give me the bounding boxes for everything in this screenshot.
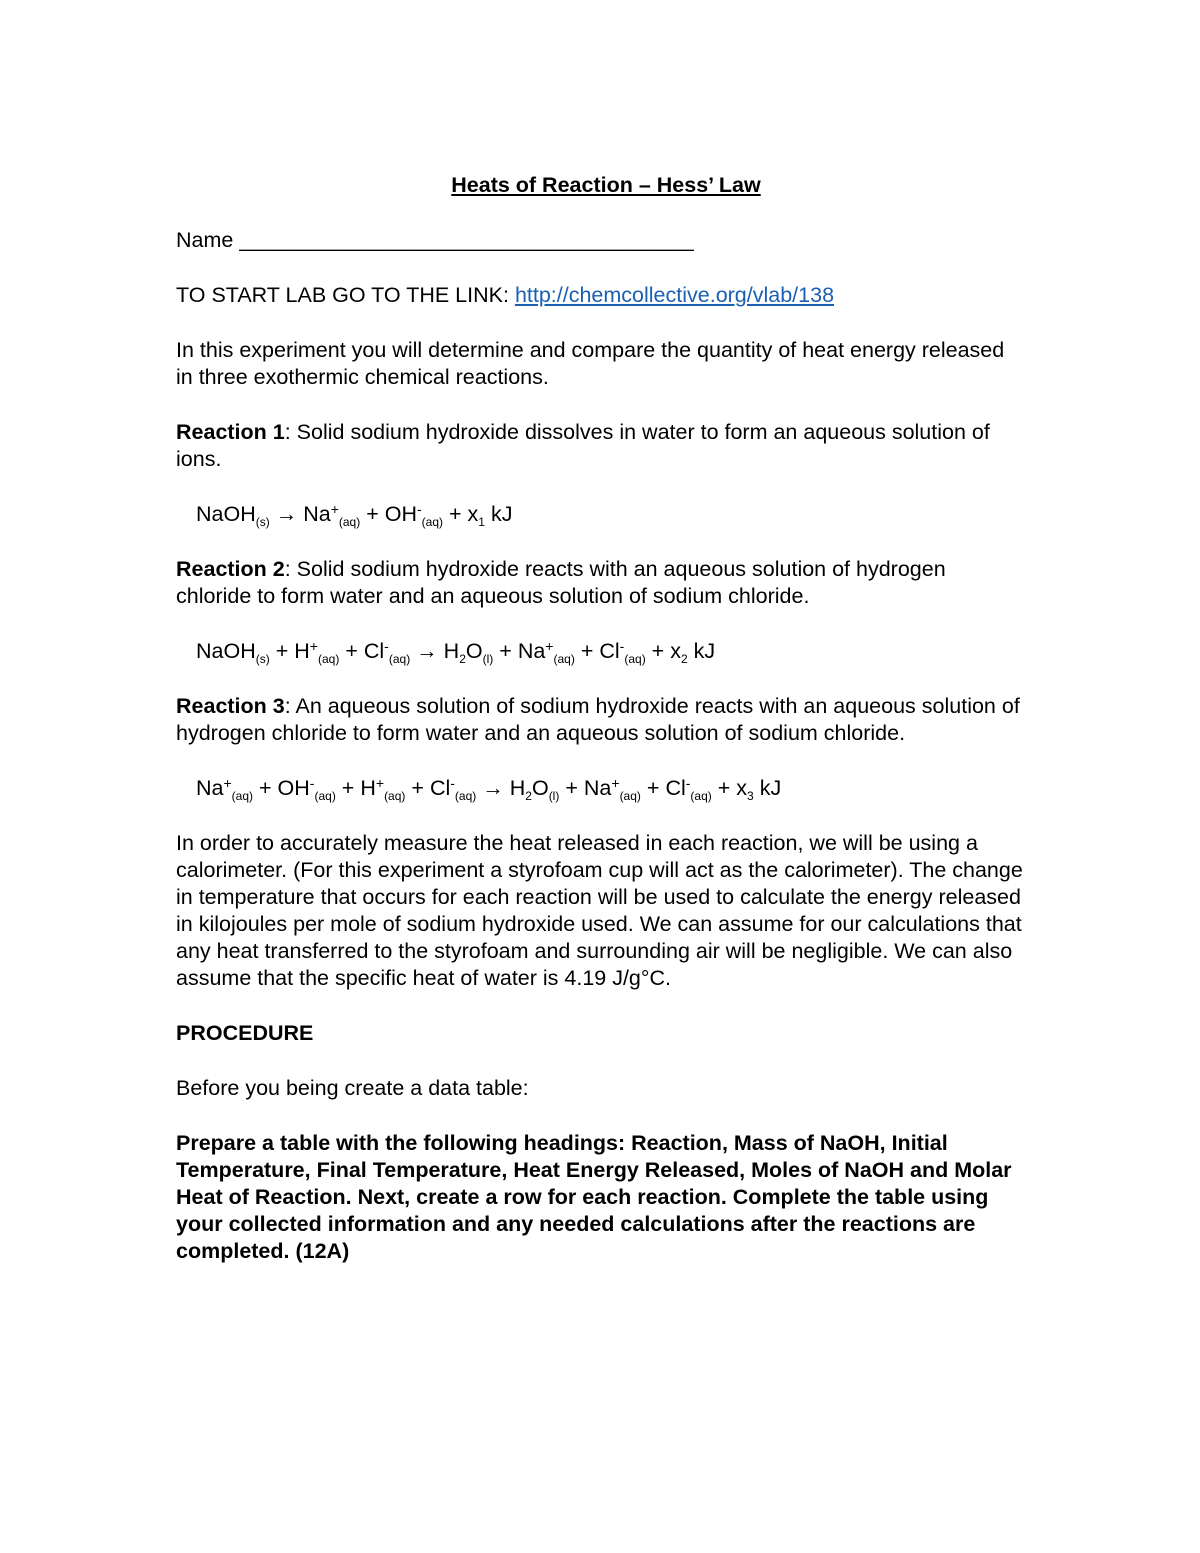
reaction-1-label: Reaction 1 [176,420,285,444]
reaction-2-description [176,556,1026,610]
document-page [176,172,1026,1293]
name-field-line [176,227,1026,254]
reaction-1-description [176,419,1026,473]
name-blank[interactable]: ______________________________________ [239,228,694,252]
reaction-1-equation: NaOH$_{(s)}$ → $Na^+_{(aq)} + OH^-_{(aq)} + x_1$ kJ [196,501,513,529]
reaction-2-label: Reaction 2 [176,557,285,581]
reaction-3-label: Reaction 3 [176,694,285,718]
reaction-3-description [176,693,1026,747]
before-table-text: Before you being create a data table: [176,1076,529,1100]
reaction-1-text: : Solid sodium hydroxide dissolves in water to form an aqueous solution of ions. [176,420,990,471]
table-instructions: Prepare a table with the following headings: Reaction, Mass of NaOH, Initial Temperature, Final Temperature, Heat Energy Released, Moles of NaOH and Molar Heat of Reaction. Next, create a row for each reaction. Complete the table using your collected information and any needed calculations after the reactions are completed. (12A) [176,1131,1012,1263]
reaction-3-text: : An aqueous solution of sodium hydroxide reacts with an aqueous solution of hydrogen chloride to form water and an aqueous solution of sodium chloride. [176,694,1020,745]
name-label: Name [176,228,234,252]
reaction-2-equation: NaOH$_{(s)}$ + $H^+_{(aq)} + Cl^-_{(aq)} \to H_2O_{(l)} + Na^+_{(aq)} + Cl^-_{(aq)} + x_2$ kJ [196,638,716,666]
document-title: Heats of Reaction – Hess’ Law [451,173,761,197]
lab-intro-text: TO START LAB GO TO THE LINK: [176,283,515,307]
intro-paragraph: In this experiment you will determine and compare the quantity of heat energy released in three exothermic chemical reactions. [176,338,1005,389]
procedure-heading: PROCEDURE [176,1021,314,1045]
calorimeter-paragraph: In order to accurately measure the heat released in each reaction, we will be using a calorimeter. (For this experiment a styrofoam cup will act as the calorimeter). The change in temperature that occurs for each reaction will be used to calculate the energy released in kilojoules per mole of sodium hydroxide used. We can assume for our calculations that any heat transferred to the styrofoam and surrounding air will be negligible. We can also assume that the specific heat of water is 4.19 J/g°C. [176,831,1023,990]
reaction-2-text: : Solid sodium hydroxide reacts with an aqueous solution of hydrogen chloride to form water and an aqueous solution of sodium chloride. [176,557,946,608]
reaction-3-equation: $Na^+_{(aq)} + OH^-_{(aq)} + H^+_{(aq)} + Cl^-_{(aq)} \to H_2O_{(l)} + Na^+_{(aq)} + Cl^-_{(aq)} + x_3$ kJ [196,775,782,803]
lab-link-line [176,282,1026,309]
lab-link[interactable]: http://chemcollective.org/vlab/138 [514,283,835,307]
